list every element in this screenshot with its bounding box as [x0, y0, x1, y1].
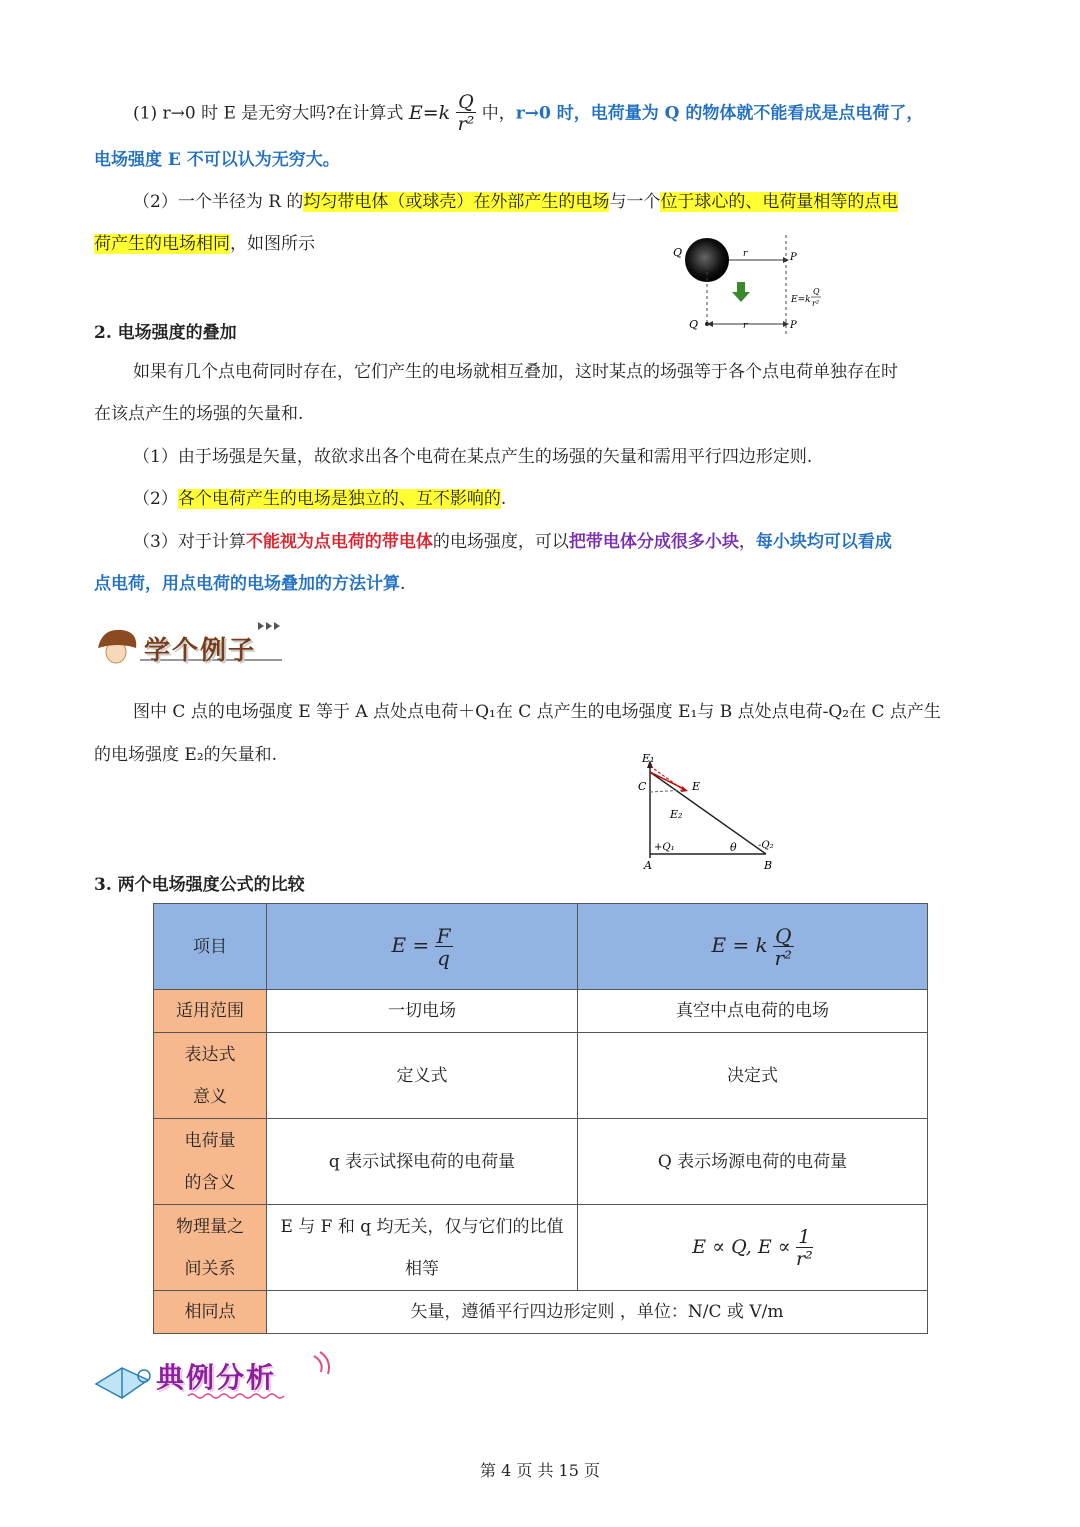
item-3-blue-2: 点电荷，用点电荷的电场叠加的方法计算 [94, 574, 400, 594]
relation-frac [796, 1227, 813, 1270]
item-2-highlight: 各个电荷产生的电场是独立的、互不影响的 [177, 489, 501, 509]
section-2-title: 2. 电场强度的叠加 [94, 323, 237, 343]
row-4-header-l2: 间关系 [184, 1258, 236, 1279]
row-4-col-2 [578, 1205, 928, 1291]
table-row [154, 1205, 928, 1291]
para-1-blue-1: r→0 时，电荷量为 Q 的物体就不能看成是点电荷了， [515, 103, 924, 124]
item-3-prefix: （3）对于计算 [133, 532, 246, 552]
formula-2-den: r² [774, 946, 793, 970]
formula-2-lhs: E = k [711, 933, 768, 957]
table-row [154, 1119, 928, 1205]
table-row [154, 1033, 928, 1119]
para-1-line-1 [133, 92, 988, 135]
formula-eq: = [422, 101, 439, 124]
para-1-prefix: (1) r→0 时 E 是无穷大吗?在计算式 [133, 103, 404, 124]
fig2-q2: -Q₂ [758, 840, 774, 851]
table-header-formula-1 [267, 904, 578, 990]
fig1-arrow-1 [783, 257, 789, 263]
para-2-line-1 [133, 190, 988, 214]
formula-1-frac [435, 926, 453, 969]
row-3-col-2: Q 表示场源电荷的电荷量 [578, 1119, 928, 1205]
fig1-r1: r [743, 249, 748, 259]
relation-lhs: E ∝ Q, E ∝ [692, 1235, 791, 1258]
item-2-prefix: （2） [133, 489, 178, 509]
fig2-b: B [764, 859, 773, 872]
row-5-header: 相同点 [154, 1291, 267, 1334]
item-3-purple: 把带电体分成很多小块 [568, 532, 739, 552]
section-2-para-1b: 在该点产生的场强的矢量和. [94, 404, 304, 424]
fig1-arrow-2-left [707, 321, 713, 327]
item-2-suffix: . [500, 489, 507, 509]
formula-frac [456, 92, 476, 135]
section-2-para-1a: 如果有几个点电荷同时存在，它们产生的电场就相互叠加，这时某点的场强等于各个点电荷单独存在时 [133, 362, 898, 382]
item-3-end: . [400, 574, 406, 594]
item-3-mid: 的电场强度，可以 [432, 532, 569, 552]
fig2-q1: +Q₁ [654, 842, 675, 853]
fig1-down-arrow-head [732, 292, 750, 302]
analysis-badge [92, 1346, 342, 1410]
fig1-p2: P [790, 320, 797, 331]
relation-den: r² [796, 1247, 813, 1270]
row-5-content: 矢量，遵循平行四边形定则 ，单位：N/C 或 V/m [267, 1291, 928, 1334]
row-2-header [154, 1033, 267, 1119]
figure-triangle-field [630, 752, 790, 872]
fig2-theta: θ [730, 841, 737, 854]
row-3-col-1: q 表示试探电荷的电荷量 [267, 1119, 578, 1205]
example-line-1: 图中 C 点的电场强度 E 等于 A 点处点电荷＋Q₁在 C 点产生的电场强度 E₁与 B 点处点电荷-Q₂在 C 点产生 [133, 702, 941, 722]
row-2-col-2: 决定式 [578, 1033, 928, 1119]
para-1-mid: 中， [481, 103, 516, 124]
fig2-dash-2 [650, 790, 686, 792]
section-2-item-1: （1）由于场强是矢量，故欲求出各个电荷在某点产生的场强的矢量和需用平行四边形定则. [133, 447, 813, 467]
formula-1-lhs: E = [391, 933, 430, 957]
fig2-e1: E₁ [642, 752, 655, 765]
row-4-col-1-l1: E 与 F 和 q 均无关，仅与它们的比值 [280, 1216, 564, 1237]
section-2-item-2 [133, 487, 988, 511]
row-1-col-2: 真空中点电荷的电场 [578, 990, 928, 1033]
fig1-r2: r [743, 321, 748, 331]
fig2-e-arrow [681, 786, 688, 792]
analysis-badge-label: 典例分析 [156, 1361, 277, 1394]
figure-charged-sphere [665, 230, 835, 340]
table-row [154, 990, 928, 1033]
table-header-item: 项目 [154, 904, 267, 990]
row-3-header [154, 1119, 267, 1205]
formula-2-num: Q [775, 924, 792, 948]
formula-num: Q [458, 91, 474, 113]
page-footer: 第 4 页 共 15 页 [480, 1461, 600, 1480]
table-row [154, 1291, 928, 1334]
para-1-blue-2: 电场强度 E 不可以认为无穷大。 [94, 150, 340, 170]
para-2-line-2 [94, 232, 989, 256]
formula-den: r² [457, 113, 475, 135]
fig1-down-arrow-body [737, 282, 745, 292]
row-2-col-1: 定义式 [267, 1033, 578, 1119]
fig2-a: A [644, 859, 652, 872]
para-2-highlight-3: 荷产生的电场相同 [94, 234, 230, 254]
row-2-header-l1: 表达式 [184, 1044, 236, 1065]
formula-1-num: F [436, 924, 451, 948]
row-4-header-l1: 物理量之 [176, 1216, 244, 1237]
example-badge [92, 618, 292, 674]
fig1-eq: E=k [791, 295, 811, 305]
formula-2-frac [773, 926, 793, 969]
row-4-col-1-l2: 相等 [405, 1258, 439, 1279]
para-2-highlight-2: 位于球心的、电荷量相等的点电 [660, 192, 899, 212]
fig2-e: E [692, 780, 701, 793]
formula-e-kq-r2 [408, 91, 482, 135]
section-2-item-3-cont [94, 572, 989, 596]
item-3-red: 不能视为点电荷的带电体 [245, 532, 433, 552]
row-1-header: 适用范围 [154, 990, 267, 1033]
row-4-header [154, 1205, 267, 1291]
section-2-item-3 [133, 530, 988, 554]
row-4-col-1 [267, 1205, 578, 1291]
fig2-e2: E₂ [670, 808, 683, 821]
para-2-suffix: ，如图所示 [230, 234, 315, 254]
fig1-q-bottom: Q [689, 318, 699, 331]
fig1-p1: P [790, 252, 797, 263]
row-2-header-l2: 意义 [193, 1086, 227, 1107]
section-3-title: 3. 两个电场强度公式的比较 [94, 875, 305, 895]
para-2-prefix: （2）一个半径为 R 的 [133, 192, 304, 212]
fig1-num: Q [813, 287, 820, 296]
row-1-col-1: 一切电场 [267, 990, 578, 1033]
example-badge-label: 学个例子 [144, 636, 257, 666]
item-3-blue-1: 每小块均可以看成 [755, 532, 892, 552]
formula-k: k [438, 101, 451, 124]
row-3-header-l1: 电荷量 [184, 1130, 236, 1151]
para-2-highlight-1: 均匀带电体（或球壳）在外部产生的电场 [303, 192, 610, 212]
table-header-row [154, 904, 928, 990]
fig1-den: r² [812, 299, 820, 308]
table-header-formula-2 [578, 904, 928, 990]
formula-1-den: q [437, 946, 450, 970]
row-3-header-l2: 的含义 [184, 1172, 236, 1193]
comparison-table [153, 903, 928, 1334]
example-line-2: 的电场强度 E₂的矢量和. [94, 745, 278, 765]
fig1-q-top: Q [673, 246, 683, 259]
item-3-comma: ， [738, 532, 756, 552]
formula-e: E [408, 101, 423, 124]
para-2-mid: 与一个 [609, 192, 661, 212]
fig2-e-vector [650, 772, 686, 790]
fig2-c: C [638, 780, 647, 793]
relation-num: 1 [796, 1227, 813, 1248]
